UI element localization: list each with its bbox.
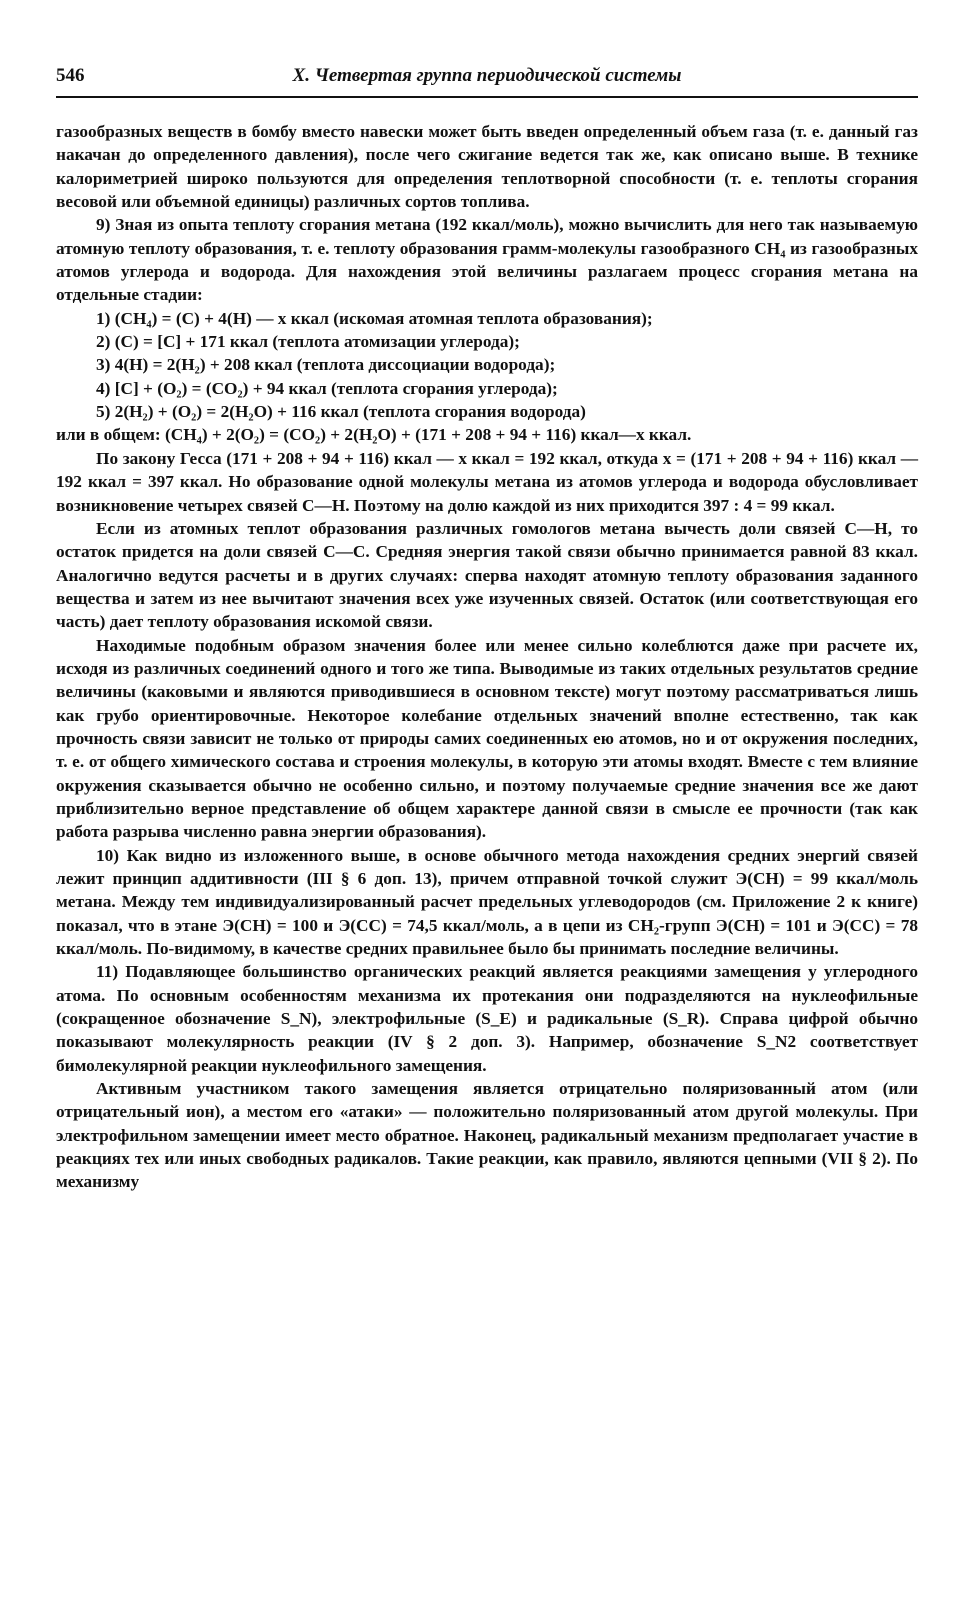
paragraph: или в общем: (CH₄) + 2(O₂) = (CO₂) + 2(H₂O) + (171 + 208 + 94 + 116) ккал—x ккал. (56, 425, 692, 445)
paragraph: Активным участником такого замещения является отрицательно поляризованный атом (или отрицательный ион), а местом его «атаки» — положительно поляризованный атом другой молекулы. При электрофильном замещении имеет место обратное. Наконец, радикальный механизм предполагает участие в реакциях тех или иных свободных радикалов. Такие реакции, как правило, являются цепными (VII § 2). По механизму (56, 1079, 918, 1192)
paragraph: Если из атомных теплот образования различных гомологов метана вычесть доли связей C—H, то остаток придется на доли связей C—C. Средняя энергия такой связи обычно принимается равной 83 ккал. Аналогично ведутся расчеты и в других случаях: сперва находят атомную теплоту образования заданного вещества и затем из нее вычитают значения всех уже изученных связей. Остаток (или соответствующая его часть) дает теплоту образования искомой связи. (56, 518, 918, 632)
paragraph: 10) Как видно из изложенного выше, в основе обычного метода нахождения средних энергий связей лежит принцип аддитивности (III § 6 доп. 13), причем отправной точкой служит Э(CH) = 99 ккал/моль метана. Между тем индивидуализированный расчет предельных углеводородов (см. Приложение 2 к книге) показал, что в этане Э(CH) = 100 и Э(CC) = 74,5 ккал/моль, а в цепи из CH₂-групп Э(CH) = 101 и Э(CC) = 78 ккал/моль. По-видимому, в качестве средних правильнее было бы принимать последние величины. (56, 845, 918, 959)
page-header (56, 62, 918, 90)
page-number: 546 (56, 65, 85, 86)
header-rule (56, 96, 918, 98)
running-title: X. Четвертая группа периодической системы (292, 65, 682, 86)
equation-text: 2) (C) = [C] + 171 ккал (теплота атомизации углерода); (96, 332, 520, 352)
equation-item (56, 330, 918, 353)
paragraph: 9) Зная из опыта теплоту сгорания метана (192 ккал/моль), можно вычислить для него так называемую атомную теплоту образования, т. е. теплоту образования грамм-молекулы газообразного CH₄ из газообразных атомов углерода и водорода. Для нахождения этой величины разлагаем процесс сгорания метана на отдельные стадии: (56, 215, 918, 305)
body-text (56, 120, 918, 1194)
equation-item (56, 400, 918, 423)
paragraph: газообразных веществ в бомбу вместо навески может быть введен определенный объем газа (т. е. данный газ накачан до определенного давления), после чего сжигание ведется так же, как описано выше. В технике калориметрией широко пользуются для определения теплотворной способности (т. е. теплоты сгорания весовой или объемной единицы) различных сортов топлива. (56, 122, 918, 212)
equation-text: 4) [C] + (O₂) = (CO₂) + 94 ккал (теплота сгорания углерода); (96, 378, 558, 398)
paragraph: По закону Гесса (171 + 208 + 94 + 116) ккал — x ккал = 192 ккал, откуда x = (171 + 208 + 94 + 116) ккал — 192 ккал = 397 ккал. Но образование одной молекулы метана из атомов углерода и водорода обусловливает возникновение четырех связей C—H. Поэтому на долю каждой из них приходится 397 : 4 = 99 ккал. (56, 448, 918, 515)
equation-text: 5) 2(H₂) + (O₂) = 2(H₂O) + 116 ккал (теплота сгорания водорода) (96, 402, 586, 422)
paragraph: Находимые подобным образом значения более или менее сильно колеблются даже при расчете их, исходя из различных соединений одного и того же типа. Выводимые из таких отдельных результатов средние величины (каковыми и являются приводившиеся в основном тексте) могут поэтому рассматриваться лишь как грубо ориентировочные. Некоторое колебание отдельных значений вполне естественно, так как прочность связи зависит не только от природы самих соединенных ею атомов, но и от окружения последних, т. е. от общего химического состава и строения молекулы, в которую эти атомы входят. Вместе с тем влияние окружения сказывается обычно не особенно сильно, и поэтому получаемые средние значения все же дают приблизительно верное представление об общем характере данной связи в смысле ее прочности (так как работа разрыва численно равна энергии образования). (56, 635, 918, 842)
equation-text: 3) 4(H) = 2(H₂) + 208 ккал (теплота диссоциации водорода); (96, 355, 556, 375)
paragraph: 11) Подавляющее большинство органических реакций является реакциями замещения у углеродного атома. По основным особенностям механизма их протекания они подразделяются на нуклеофильные (сокращенное обозначение S_N), электрофильные (S_E) и радикальные (S_R). Справа цифрой обычно показывают молекулярность реакции (IV § 2 доп. 3). Например, обозначение S_N2 соответствует бимолекулярной реакции нуклеофильного замещения. (56, 962, 918, 1075)
equation-list (56, 307, 918, 424)
equation-item (56, 307, 918, 330)
equation-text: 1) (CH₄) = (C) + 4(H) — x ккал (искомая атомная теплота образования); (96, 308, 653, 328)
equation-item (56, 353, 918, 376)
equation-item (56, 377, 918, 400)
